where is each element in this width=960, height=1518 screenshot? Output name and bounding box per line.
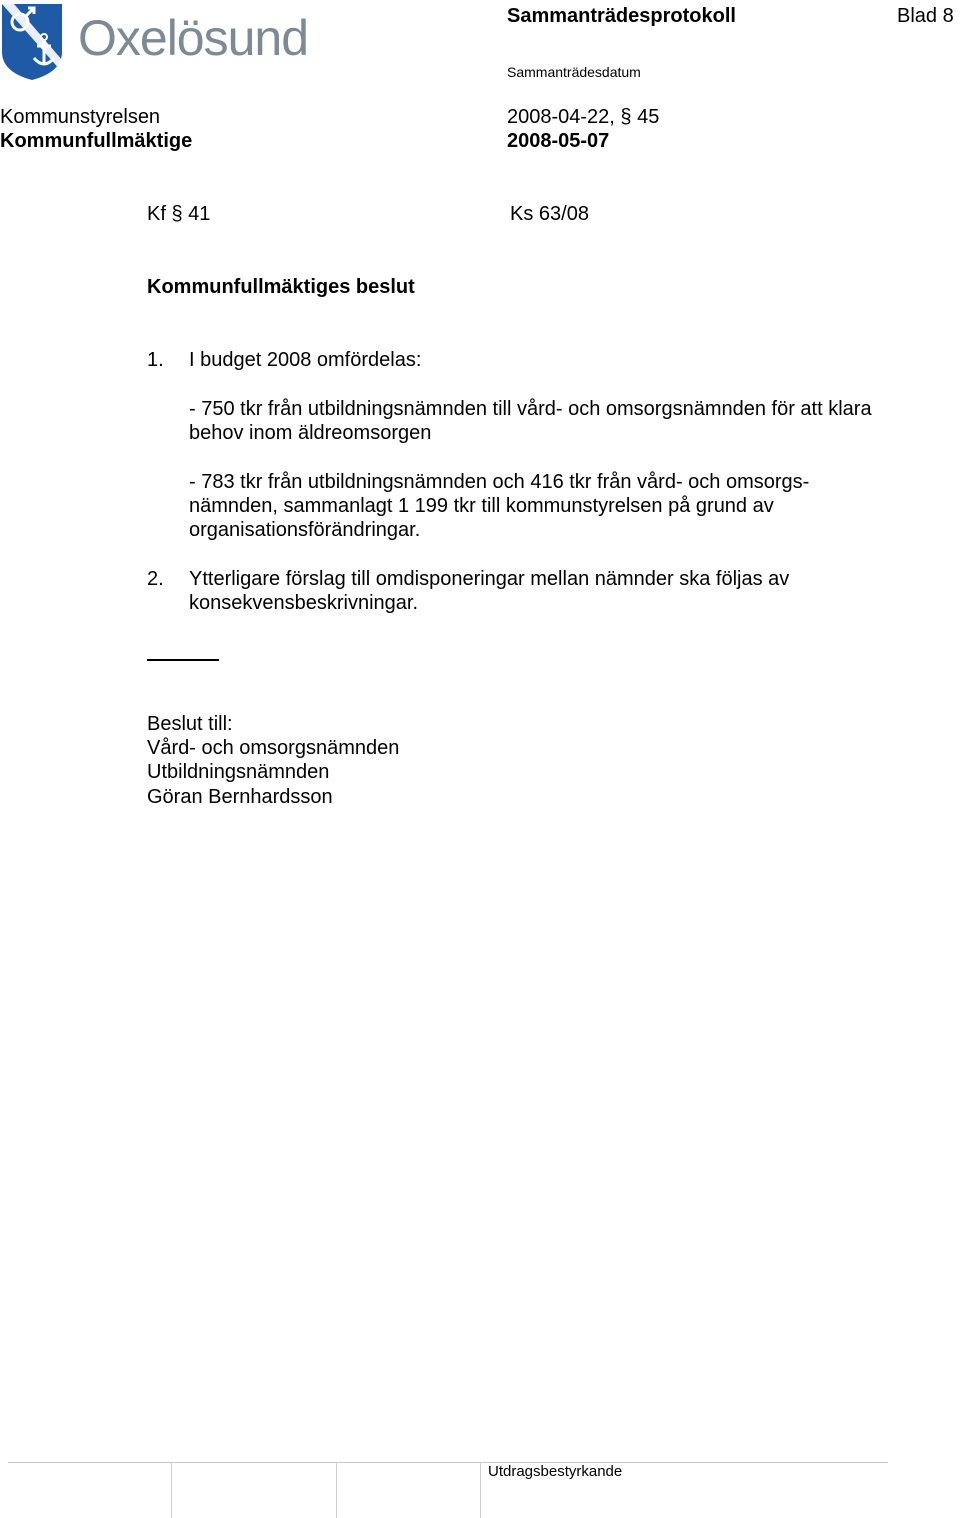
body-kommunstyrelsen-date: 2008-04-22, § 45 bbox=[507, 106, 660, 128]
recipient-item: Göran Bernhardsson bbox=[147, 786, 333, 808]
footer-divider bbox=[8, 1462, 888, 1463]
item2-number: 2. bbox=[147, 568, 164, 590]
recipient-item: Utbildningsnämnden bbox=[147, 761, 330, 783]
oxelosund-logo bbox=[0, 0, 345, 87]
separator-rule bbox=[147, 659, 219, 661]
distribution-label: Beslut till: bbox=[147, 713, 233, 735]
decision-heading: Kommunfullmäktiges beslut bbox=[147, 276, 415, 298]
body-kommunstyrelsen: Kommunstyrelsen bbox=[0, 106, 161, 128]
case-number: Ks 63/08 bbox=[510, 203, 589, 225]
logo-wordmark: Oxelösund bbox=[78, 10, 309, 66]
bullet2-line2: nämnden, sammanlagt 1 199 tkr till kommunstyrelsen på grund av bbox=[189, 495, 774, 517]
body-kommunfullmaktige-date: 2008-05-07 bbox=[507, 130, 610, 152]
item2-line1: Ytterligare förslag till omdisponeringar mellan nämnder ska följas av bbox=[189, 568, 790, 590]
footer-label: Utdragsbestyrkande bbox=[488, 1463, 623, 1480]
bullet2-line3: organisationsförändringar. bbox=[189, 519, 421, 541]
bullet2-line1: - 783 tkr från utbildningsnämnden och 416 tkr från vård- och omsorgs- bbox=[189, 471, 810, 493]
footer-cell-divider bbox=[171, 1462, 172, 1518]
footer-cell-divider bbox=[336, 1462, 337, 1518]
bullet1-line1: - 750 tkr från utbildningsnämnden till vård- och omsorgsnämnden för att klara bbox=[189, 398, 872, 420]
paragraph-reference: Kf § 41 bbox=[147, 203, 211, 225]
item2-line2: konsekvensbeskrivningar. bbox=[189, 592, 419, 614]
item1-text: I budget 2008 omfördelas: bbox=[189, 349, 422, 371]
item1-number: 1. bbox=[147, 349, 164, 371]
footer-cell-divider bbox=[480, 1462, 481, 1518]
sheet-number: Blad 8 bbox=[897, 5, 954, 27]
body-kommunfullmaktige: Kommunfullmäktige bbox=[0, 130, 193, 152]
date-label: Sammanträdesdatum bbox=[507, 64, 641, 80]
bullet1-line2: behov inom äldreomsorgen bbox=[189, 422, 432, 444]
protocol-title: Sammanträdesprotokoll bbox=[507, 5, 736, 27]
recipient-item: Vård- och omsorgsnämnden bbox=[147, 737, 400, 759]
